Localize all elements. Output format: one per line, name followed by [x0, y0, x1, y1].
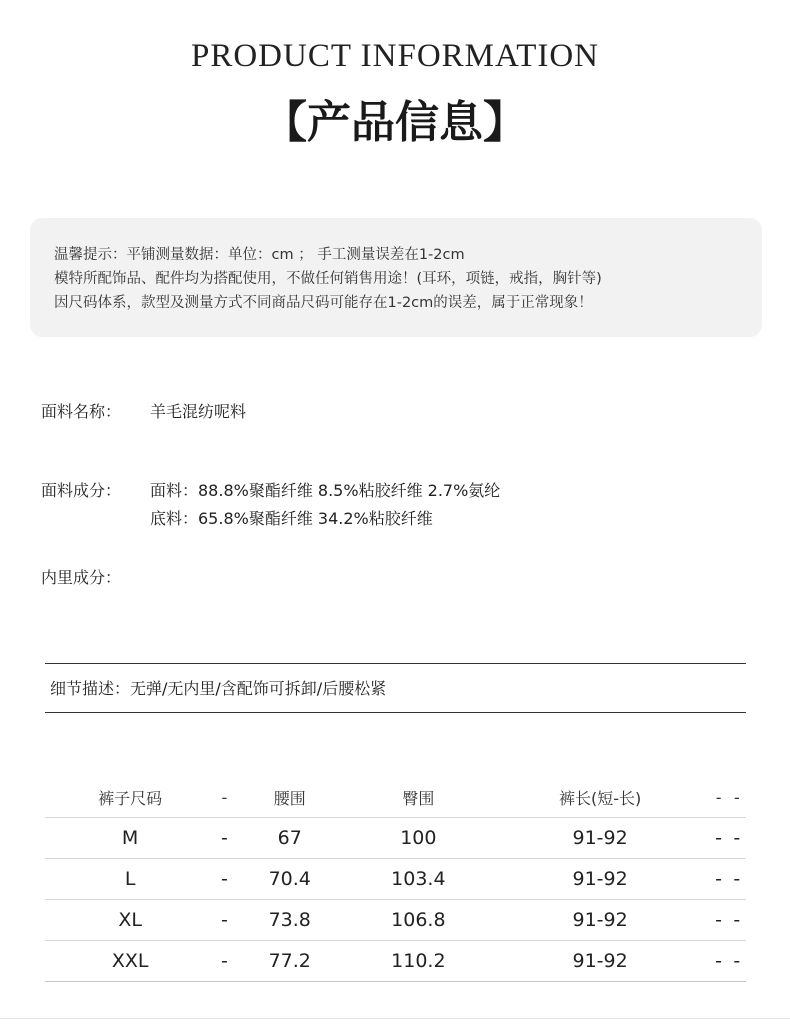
- table-cell: -: [728, 900, 746, 941]
- table-cell: 91-92: [491, 900, 710, 941]
- notice-line: 模特所配饰品、配件均为搭配使用，不做任何销售用途！(耳环，项链，戒指，胸针等): [54, 271, 602, 287]
- notice-line: 因尺码体系，款型及测量方式不同商品尺码可能存在1-2cm的误差，属于正常现象！: [54, 295, 593, 311]
- bottom-divider: [0, 1018, 790, 1019]
- fabric-name-label: 面料名称：: [41, 402, 122, 421]
- table-cell: 91-92: [491, 941, 710, 982]
- lining-label: 内里成分：: [41, 568, 122, 587]
- table-cell: XXL: [45, 941, 215, 982]
- table-cell: -: [728, 818, 746, 859]
- table-row: [45, 941, 746, 982]
- table-cell: M: [45, 818, 215, 859]
- table-row: [45, 900, 746, 941]
- table-header-cell: -: [709, 778, 727, 818]
- table-cell: -: [709, 900, 727, 941]
- table-cell: 106.8: [346, 900, 491, 941]
- fabric-composition-line: 面料：88.8%聚酯纤维 8.5%粘胶纤维 2.7%氨纶: [150, 481, 501, 500]
- table-header-cell: -: [215, 778, 233, 818]
- table-cell: -: [728, 859, 746, 900]
- size-table: [45, 778, 746, 982]
- table-header-cell: -: [728, 778, 746, 818]
- table-cell: 91-92: [491, 859, 710, 900]
- table-cell: -: [215, 900, 233, 941]
- table-cell: L: [45, 859, 215, 900]
- details-row: [50, 676, 386, 699]
- table-cell: 67: [233, 818, 346, 859]
- table-header-cell: 腰围: [233, 778, 346, 818]
- table-cell: 73.8: [233, 900, 346, 941]
- table-header-cell: 臀围: [346, 778, 491, 818]
- table-cell: 110.2: [346, 941, 491, 982]
- divider-bottom: [45, 712, 746, 713]
- notice-line: 温馨提示：平铺测量数据：单位：cm ； 手工测量误差在1-2cm: [54, 247, 465, 263]
- table-header-cell: 裤长(短-长): [491, 778, 710, 818]
- table-cell: 100: [346, 818, 491, 859]
- table-cell: XL: [45, 900, 215, 941]
- details-value: 无弹/无内里/含配饰可拆卸/后腰松紧: [130, 679, 387, 698]
- table-cell: -: [215, 818, 233, 859]
- table-cell: 91-92: [491, 818, 710, 859]
- table-cell: -: [728, 941, 746, 982]
- divider-top: [45, 663, 746, 664]
- table-cell: -: [215, 859, 233, 900]
- table-cell: -: [709, 859, 727, 900]
- fabric-composition-line: 底料：65.8%聚酯纤维 34.2%粘胶纤维: [150, 509, 433, 528]
- table-row: [45, 859, 746, 900]
- title-english: PRODUCT INFORMATION: [190, 38, 600, 74]
- notice-box: [30, 218, 762, 337]
- details-label: 细节描述：: [50, 679, 131, 698]
- table-cell: -: [709, 818, 727, 859]
- fabric-composition-label: 面料成分：: [41, 481, 122, 500]
- table-header-cell: 裤子尺码: [45, 778, 215, 818]
- table-cell: 70.4: [233, 859, 346, 900]
- table-cell: -: [215, 941, 233, 982]
- table-cell: 103.4: [346, 859, 491, 900]
- table-row: [45, 818, 746, 859]
- fabric-name-value: 羊毛混纺呢料: [150, 402, 247, 421]
- table-header-row: [45, 778, 746, 818]
- title-chinese: 【产品信息】: [263, 97, 527, 148]
- table-cell: 77.2: [233, 941, 346, 982]
- table-cell: -: [709, 941, 727, 982]
